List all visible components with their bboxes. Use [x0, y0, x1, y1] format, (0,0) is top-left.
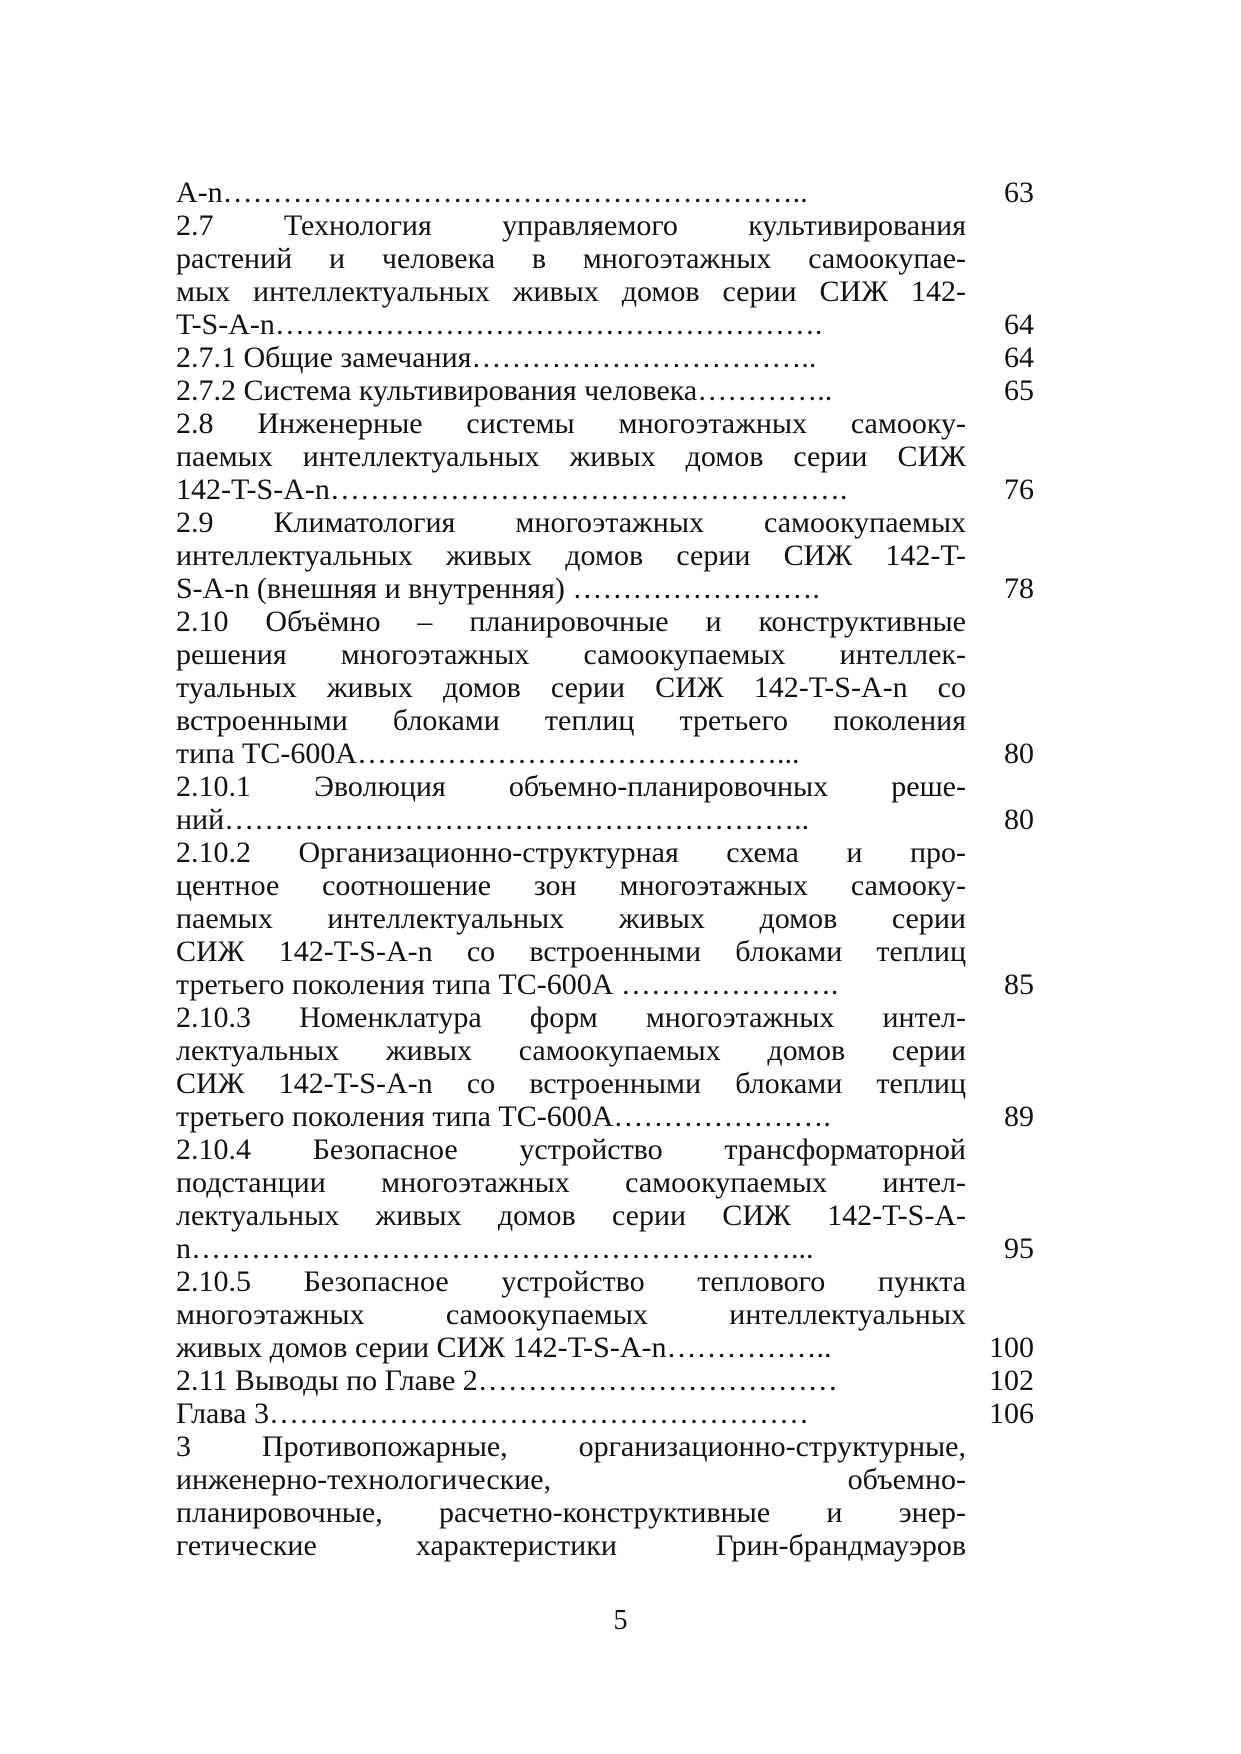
toc-entry-page: 85 [1004, 968, 1034, 1001]
toc-entry-line: паемых интеллектуальных живых домов серии [176, 902, 966, 935]
toc-entry-line: 2.11 Выводы по Главе 2……………………………… [176, 1364, 838, 1397]
toc-entry [176, 1397, 1056, 1430]
toc-entry [176, 1001, 1056, 1133]
toc-entry-line: 2.7 Технология управляемого культивирования [176, 209, 966, 242]
toc-entry-line: СИЖ 142-T-S-A-n со встроенными блоками теплиц [176, 935, 966, 968]
toc-entry-line: 2.7.1 Общие замечания…………………………….. [176, 341, 817, 374]
toc-entry-line: 2.10.4 Безопасное устройство трансформаторной [176, 1133, 966, 1166]
toc-entry-line: 2.8 Инженерные системы многоэтажных самооку- [176, 407, 966, 440]
toc-entry-line: многоэтажных самоокупаемых интеллектуальных [176, 1298, 966, 1331]
toc-entry-line: A-n………………………………………………….. [176, 176, 808, 209]
toc-entry-line: 2.10.2 Организационно-структурная схема и про- [176, 836, 966, 869]
toc-entry-line: 2.9 Климатология многоэтажных самоокупаемых [176, 506, 966, 539]
toc-entry-text [176, 1397, 966, 1430]
toc-entry-line: 2.10 Объёмно – планировочные и конструктивные [176, 605, 966, 638]
toc-entry-text [176, 341, 966, 374]
toc-entry-line: Глава 3……………………………………………… [176, 1397, 809, 1430]
toc-entry-line: СИЖ 142-T-S-A-n со встроенными блоками теплиц [176, 1067, 966, 1100]
toc-entry-page: 100 [989, 1331, 1034, 1364]
toc-entry-line: третьего поколения типа ТС-600А…………………. [176, 1100, 831, 1133]
toc-entry-text [176, 1133, 966, 1265]
toc-entry-text [176, 407, 966, 506]
toc-entry-line: 2.10.3 Номенклатура форм многоэтажных интел- [176, 1001, 966, 1034]
toc-entry [176, 374, 1056, 407]
toc-entry-page: 89 [1004, 1100, 1034, 1133]
toc-entry-text [176, 209, 966, 341]
toc-entry-page: 95 [1004, 1232, 1034, 1265]
toc-entry-page: 76 [1004, 473, 1034, 506]
toc-entry-line: лектуальных живых самоокупаемых домов серии [176, 1034, 966, 1067]
toc-entry-page: 80 [1004, 737, 1034, 770]
toc-entry-line: n……………………………………………………... [176, 1232, 814, 1265]
toc-entry-text [176, 1265, 966, 1364]
toc-entry-line: встроенными блоками теплиц третьего поколения [176, 704, 966, 737]
toc-entry-line: решения многоэтажных самоокупаемых интеллек- [176, 638, 966, 671]
toc-entry-page: 65 [1004, 374, 1034, 407]
toc-entry-line: 142-T-S-A-n……………………………………………. [176, 473, 848, 506]
toc-entry-line: паемых интеллектуальных живых домов серии СИЖ [176, 440, 966, 473]
page-number: 5 [613, 1605, 628, 1636]
toc-entry-page: 64 [1004, 341, 1034, 374]
toc-entry-line: S-A-n (внешняя и внутренняя) ……………………. [176, 572, 820, 605]
toc-entry-line: третьего поколения типа ТС-600А …………………. [176, 968, 839, 1001]
toc-entry-line: гетические характеристики Грин-брандмауэров [176, 1529, 966, 1562]
toc-entry-line: подстанции многоэтажных самоокупаемых интел- [176, 1166, 966, 1199]
toc-entry [176, 341, 1056, 374]
toc-entry-line: ний………………………………………………….. [176, 803, 810, 836]
toc-entry [176, 836, 1056, 1001]
toc-entry-page: 80 [1004, 803, 1034, 836]
toc-entry-line: 2.10.1 Эволюция объемно-планировочных реше- [176, 770, 966, 803]
toc-entry-line: лектуальных живых домов серии СИЖ 142-T-S-A- [176, 1199, 966, 1232]
toc-entry-line: 3 Противопожарные, организационно-структурные, [176, 1430, 966, 1463]
toc-entry [176, 1133, 1056, 1265]
toc-entry-line: туальных живых домов серии СИЖ 142-T-S-A-n со [176, 671, 966, 704]
toc-entry-text [176, 1364, 966, 1397]
toc-entry [176, 770, 1056, 836]
toc-entry-page: 106 [989, 1397, 1034, 1430]
toc-entry-page: 63 [1004, 176, 1034, 209]
toc-entry [176, 176, 1056, 209]
toc-entry-text [176, 836, 966, 1001]
toc-entry-text [176, 176, 966, 209]
toc-entry-text [176, 374, 966, 407]
toc-entry-text [176, 1001, 966, 1133]
toc-entry-text [176, 605, 966, 770]
toc-entry-line: 2.10.5 Безопасное устройство теплового пункта [176, 1265, 966, 1298]
toc-entry-page: 78 [1004, 572, 1034, 605]
toc-entry-text [176, 506, 966, 605]
toc-entry-line: мых интеллектуальных живых домов серии СИЖ 142- [176, 275, 966, 308]
toc-entry-line: планировочные, расчетно-конструктивные и энер- [176, 1496, 966, 1529]
toc-entry [176, 209, 1056, 341]
toc-entry-line: живых домов серии СИЖ 142-T-S-A-n…………….. [176, 1331, 832, 1364]
toc-entry-line: типа ТС-600А……………………………………... [176, 737, 800, 770]
toc-entry-text [176, 770, 966, 836]
toc-entry-line: центное соотношение зон многоэтажных самооку- [176, 869, 966, 902]
table-of-contents [176, 176, 1056, 1562]
toc-entry [176, 1265, 1056, 1364]
toc-entry-line: 2.7.2 Система культивирования человека………….. [176, 374, 833, 407]
toc-entry-line: растений и человека в многоэтажных самоокупае- [176, 242, 966, 275]
toc-entry-page: 102 [989, 1364, 1034, 1397]
toc-entry [176, 605, 1056, 770]
toc-entry-line: T-S-A-n………………………………………………. [176, 308, 823, 341]
toc-entry-line: инженерно-технологические, объемно- [176, 1463, 966, 1496]
toc-entry-line: интеллектуальных живых домов серии СИЖ 142-T- [176, 539, 966, 572]
toc-entry-text [176, 1430, 966, 1562]
toc-entry [176, 1364, 1056, 1397]
toc-entry [176, 1430, 1056, 1562]
toc-entry-page: 64 [1004, 308, 1034, 341]
toc-entry [176, 407, 1056, 506]
toc-entry [176, 506, 1056, 605]
